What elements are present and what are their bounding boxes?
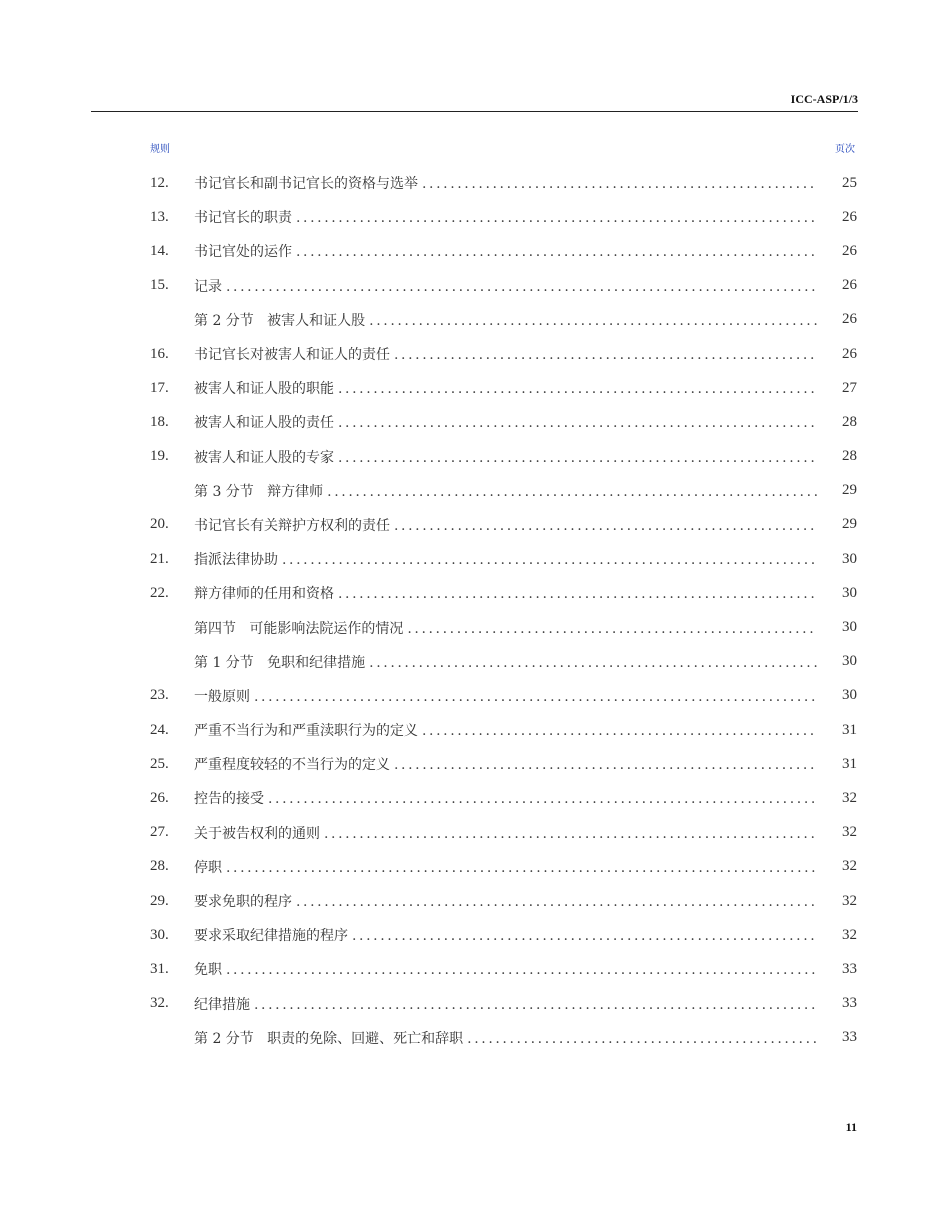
toc-entry-title-wrap bbox=[194, 652, 817, 672]
toc-dot-leader bbox=[334, 450, 817, 466]
toc-entry-page: 33 bbox=[842, 960, 857, 977]
toc-entry-title-wrap bbox=[194, 720, 817, 740]
toc-entry-title-wrap bbox=[194, 515, 817, 535]
toc-entry bbox=[150, 645, 857, 679]
toc-entry-title: 免职 bbox=[194, 962, 222, 979]
toc-entry-page: 26 bbox=[842, 311, 857, 328]
toc-entry bbox=[150, 474, 857, 508]
toc-entry bbox=[150, 542, 857, 576]
toc-dot-leader bbox=[323, 484, 817, 500]
toc-entry-page: 30 bbox=[842, 653, 857, 670]
toc-dot-leader bbox=[250, 997, 817, 1013]
toc-entry-number: 17. bbox=[150, 379, 169, 396]
toc-entry-number: 22. bbox=[150, 584, 169, 601]
toc-entry-title: 指派法律协助 bbox=[194, 552, 278, 569]
toc-entry-title-wrap bbox=[194, 549, 817, 569]
toc-entry-title: 停职 bbox=[194, 859, 222, 876]
toc-dot-leader bbox=[418, 176, 817, 192]
toc-entry-page: 29 bbox=[842, 482, 857, 499]
toc-dot-leader bbox=[365, 655, 817, 671]
toc-dot-leader bbox=[365, 313, 817, 329]
toc-entry-number: 32. bbox=[150, 995, 169, 1012]
toc-entry bbox=[150, 200, 857, 234]
toc-entry-title: 第 2 分节 被害人和证人股 bbox=[194, 312, 366, 329]
toc-dot-leader bbox=[390, 518, 817, 534]
toc-entry-title-wrap bbox=[194, 1028, 817, 1048]
toc-entry-page: 26 bbox=[842, 208, 857, 225]
toc-entry-number: 24. bbox=[150, 721, 169, 738]
toc-dot-leader bbox=[264, 791, 817, 807]
toc-entry-title-wrap bbox=[194, 959, 817, 979]
toc-entry-page: 26 bbox=[842, 242, 857, 259]
toc-dot-leader bbox=[403, 621, 817, 637]
toc-entry bbox=[150, 166, 857, 200]
toc-entry-title: 控告的接受 bbox=[194, 791, 264, 808]
toc-entry-title: 辩方律师的任用和资格 bbox=[194, 586, 334, 603]
toc-entry-title: 被害人和证人股的专家 bbox=[194, 449, 334, 466]
toc-entry-title-wrap bbox=[194, 686, 817, 706]
toc-entry bbox=[150, 371, 857, 405]
toc-entry-title-wrap bbox=[194, 925, 817, 945]
toc-entry-title: 记录 bbox=[194, 278, 222, 295]
toc-dot-leader bbox=[292, 210, 817, 226]
toc-entry bbox=[150, 303, 857, 337]
toc-dot-leader bbox=[418, 723, 817, 739]
toc-entry-number: 14. bbox=[150, 242, 169, 259]
toc-entry-title-wrap bbox=[194, 344, 817, 364]
column-header-page: 页次 bbox=[835, 144, 855, 155]
toc-entry-title-wrap bbox=[194, 618, 817, 638]
toc-entry-page: 25 bbox=[842, 174, 857, 191]
toc-entry bbox=[150, 1021, 857, 1055]
toc-entry-page: 30 bbox=[842, 687, 857, 704]
toc-entry-number: 12. bbox=[150, 174, 169, 191]
toc-entry bbox=[150, 987, 857, 1021]
toc-dot-leader bbox=[222, 279, 817, 295]
toc-entry-title: 纪律措施 bbox=[194, 996, 250, 1013]
toc-entry-number: 13. bbox=[150, 208, 169, 225]
toc-dot-leader bbox=[278, 552, 817, 568]
toc-entry-title-wrap bbox=[194, 378, 817, 398]
toc-entry bbox=[150, 576, 857, 610]
toc-entry-page: 26 bbox=[842, 345, 857, 362]
toc-entry-page: 31 bbox=[842, 721, 857, 738]
toc-dot-leader bbox=[222, 860, 817, 876]
toc-entry-number: 28. bbox=[150, 858, 169, 875]
toc-dot-leader bbox=[390, 347, 817, 363]
toc-entry-number: 29. bbox=[150, 892, 169, 909]
toc-entry-page: 27 bbox=[842, 379, 857, 396]
toc-entry-page: 30 bbox=[842, 584, 857, 601]
toc-entry bbox=[150, 234, 857, 268]
toc-entry-page: 32 bbox=[842, 892, 857, 909]
toc-dot-leader bbox=[292, 244, 817, 260]
toc-entry-title: 第 3 分节 辩方律师 bbox=[194, 483, 324, 500]
document-code: ICC-ASP/1/3 bbox=[790, 92, 858, 106]
toc-entry bbox=[150, 508, 857, 542]
toc-entry bbox=[150, 747, 857, 781]
toc-entry-title-wrap bbox=[194, 207, 817, 227]
toc-dot-leader bbox=[334, 415, 817, 431]
toc-entry bbox=[150, 405, 857, 439]
toc-dot-leader bbox=[292, 894, 817, 910]
toc-entry-title-wrap bbox=[194, 310, 817, 330]
page-number: 11 bbox=[845, 1120, 857, 1134]
toc-entry-number: 18. bbox=[150, 413, 169, 430]
toc-entry-title: 第 2 分节 职责的免除、回避、死亡和辞职 bbox=[194, 1030, 464, 1047]
toc-entry-page: 26 bbox=[842, 277, 857, 294]
toc-entry-title: 被害人和证人股的责任 bbox=[194, 415, 334, 432]
toc-entry-title: 书记官长和副书记官长的资格与选举 bbox=[194, 176, 418, 193]
toc-entry-title: 书记官长的职责 bbox=[194, 210, 292, 227]
toc-entry-page: 28 bbox=[842, 448, 857, 465]
toc-entry-page: 32 bbox=[842, 926, 857, 943]
toc-entry-number: 27. bbox=[150, 824, 169, 841]
toc-entry bbox=[150, 440, 857, 474]
toc-entry-number: 23. bbox=[150, 687, 169, 704]
toc-entry-title: 书记官处的运作 bbox=[194, 244, 292, 261]
toc-entry-title: 书记官长对被害人和证人的责任 bbox=[194, 347, 390, 364]
toc-entry-page: 32 bbox=[842, 824, 857, 841]
toc-entry-title-wrap bbox=[194, 823, 817, 843]
toc-entry-title-wrap bbox=[194, 173, 817, 193]
toc-entry bbox=[150, 918, 857, 952]
toc-dot-leader bbox=[334, 381, 817, 397]
header-rule bbox=[91, 111, 858, 112]
toc-entry-number: 30. bbox=[150, 926, 169, 943]
toc-entry-page: 28 bbox=[842, 413, 857, 430]
toc-dot-leader bbox=[348, 928, 817, 944]
toc-entry-number: 19. bbox=[150, 448, 169, 465]
toc-entry bbox=[150, 816, 857, 850]
toc-entry-title-wrap bbox=[194, 412, 817, 432]
toc-entry bbox=[150, 269, 857, 303]
toc-entry-title: 一般原则 bbox=[194, 688, 250, 705]
toc-entry-title: 要求采取纪律措施的程序 bbox=[194, 928, 348, 945]
toc-entry-page: 33 bbox=[842, 1029, 857, 1046]
toc-entry-title-wrap bbox=[194, 241, 817, 261]
toc-entry-title: 第四节 可能影响法院运作的情况 bbox=[194, 620, 404, 637]
toc-entry-title-wrap bbox=[194, 857, 817, 877]
toc-entry-title: 书记官长有关辩护方权利的责任 bbox=[194, 517, 390, 534]
toc-entry-page: 31 bbox=[842, 755, 857, 772]
toc-entry bbox=[150, 952, 857, 986]
toc-entry bbox=[150, 679, 857, 713]
toc-entry-number: 21. bbox=[150, 550, 169, 567]
toc-entry-page: 33 bbox=[842, 995, 857, 1012]
toc-entry-page: 29 bbox=[842, 516, 857, 533]
toc-entry-number: 16. bbox=[150, 345, 169, 362]
toc-entry-number: 31. bbox=[150, 960, 169, 977]
toc-entry-title: 要求免职的程序 bbox=[194, 894, 292, 911]
toc-entry-page: 30 bbox=[842, 619, 857, 636]
toc-entry-title: 严重程度较轻的不当行为的定义 bbox=[194, 757, 390, 774]
toc-dot-leader bbox=[320, 826, 817, 842]
toc-entry-title-wrap bbox=[194, 276, 817, 296]
toc-entry-title-wrap bbox=[194, 994, 817, 1014]
toc-entry bbox=[150, 884, 857, 918]
toc-entry-title: 第 1 分节 免职和纪律措施 bbox=[194, 654, 366, 671]
toc-entry-number: 25. bbox=[150, 755, 169, 772]
toc-entry-title: 关于被告权利的通则 bbox=[194, 825, 320, 842]
toc-entry-title-wrap bbox=[194, 788, 817, 808]
column-header-rule: 规则 bbox=[150, 144, 170, 155]
toc-entry-title-wrap bbox=[194, 583, 817, 603]
table-of-contents bbox=[150, 166, 857, 1055]
toc-entry-title-wrap bbox=[194, 891, 817, 911]
toc-dot-leader bbox=[390, 757, 817, 773]
toc-entry bbox=[150, 337, 857, 371]
toc-entry-number: 20. bbox=[150, 516, 169, 533]
toc-dot-leader bbox=[334, 586, 817, 602]
toc-entry-title-wrap bbox=[194, 447, 817, 467]
toc-dot-leader bbox=[463, 1031, 817, 1047]
toc-entry-page: 32 bbox=[842, 858, 857, 875]
toc-entry-number: 26. bbox=[150, 789, 169, 806]
toc-entry bbox=[150, 610, 857, 644]
toc-entry bbox=[150, 850, 857, 884]
toc-entry bbox=[150, 713, 857, 747]
toc-entry bbox=[150, 781, 857, 815]
toc-entry-title: 严重不当行为和严重渎职行为的定义 bbox=[194, 723, 418, 740]
toc-entry-page: 32 bbox=[842, 789, 857, 806]
toc-dot-leader bbox=[222, 962, 817, 978]
toc-entry-title-wrap bbox=[194, 481, 817, 501]
toc-entry-title-wrap bbox=[194, 754, 817, 774]
toc-dot-leader bbox=[250, 689, 817, 705]
toc-entry-page: 30 bbox=[842, 550, 857, 567]
toc-entry-number: 15. bbox=[150, 277, 169, 294]
toc-entry-title: 被害人和证人股的职能 bbox=[194, 381, 334, 398]
